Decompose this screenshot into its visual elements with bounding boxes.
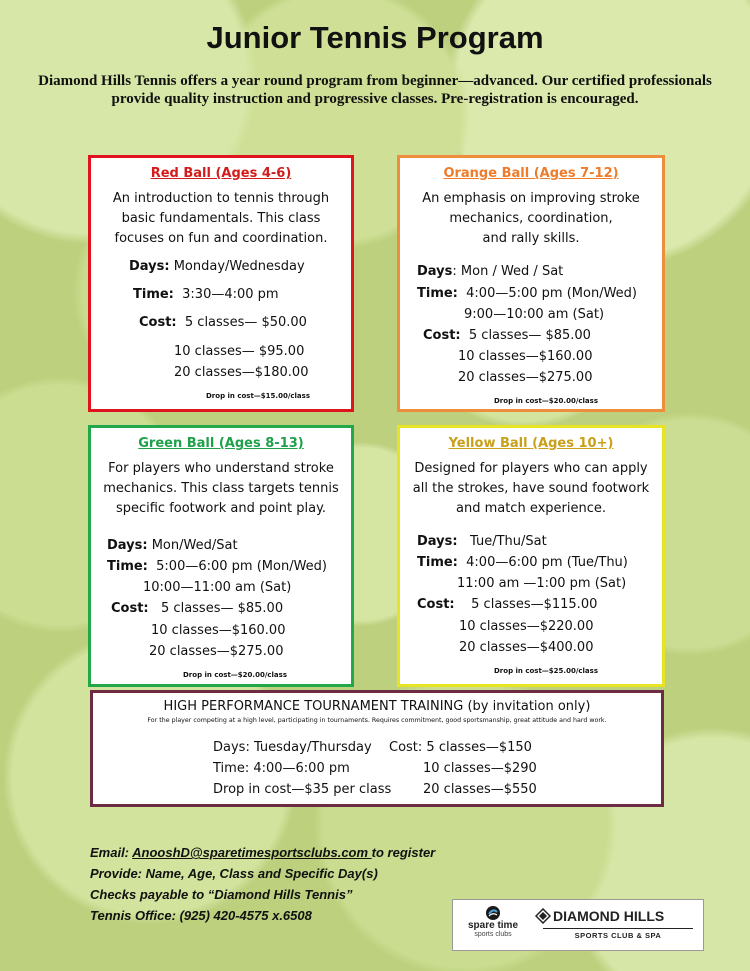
diamond-hills-sub: SPORTS CLUB & SPA bbox=[543, 928, 693, 940]
yellow-ball-description bbox=[400, 459, 662, 519]
yellow-drop-in: Drop in cost—$25.00/class bbox=[494, 667, 598, 675]
green-ball-description bbox=[91, 459, 351, 519]
cost-value: 5 classes— $85.00 bbox=[468, 328, 591, 343]
page-title: Junior Tennis Program bbox=[206, 20, 544, 55]
orange-cost-10: 10 classes—$160.00 bbox=[458, 349, 593, 364]
cost-label: Cost: bbox=[111, 601, 149, 616]
green-cost bbox=[111, 601, 283, 616]
cost-label: Cost: bbox=[423, 328, 461, 343]
days-value: Mon/Wed/Sat bbox=[151, 538, 238, 553]
green-drop-in: Drop in cost—$20.00/class bbox=[183, 671, 287, 679]
yellow-cost-10: 10 classes—$220.00 bbox=[459, 619, 594, 634]
desc-line: Designed for players who can apply bbox=[414, 461, 648, 476]
cost-value: 5 classes— $85.00 bbox=[161, 601, 284, 616]
cost-label: Cost: bbox=[139, 315, 177, 330]
yellow-ball-card bbox=[397, 425, 665, 687]
days-value: : Mon / Wed / Sat bbox=[452, 264, 564, 279]
hpt-cost-20: 20 classes—$550 bbox=[423, 782, 537, 797]
email-suffix: to register bbox=[371, 845, 436, 860]
high-performance-card bbox=[90, 690, 664, 807]
email-prefix: Email: bbox=[90, 845, 133, 860]
desc-line: all the strokes, have sound footwork bbox=[412, 481, 650, 496]
desc-line: focuses on fun and coordination. bbox=[114, 231, 328, 246]
red-ball-heading: Red Ball (Ages 4-6) bbox=[150, 166, 292, 181]
orange-time bbox=[417, 286, 637, 301]
green-time-2: 10:00—11:00 am (Sat) bbox=[143, 580, 292, 595]
green-time bbox=[107, 559, 327, 574]
orange-cost-20: 20 classes—$275.00 bbox=[458, 370, 593, 385]
desc-line: specific footwork and point play. bbox=[115, 501, 327, 516]
cost-label: Cost: bbox=[417, 597, 455, 612]
days-value: Tue/Thu/Sat bbox=[469, 534, 547, 549]
hpt-days: Days: Tuesday/Thursday bbox=[213, 740, 372, 755]
days-label: Days: bbox=[417, 534, 458, 549]
desc-line: mechanics, coordination, bbox=[449, 211, 613, 226]
green-cost-10: 10 classes—$160.00 bbox=[151, 623, 286, 638]
spare-time-name: spare time bbox=[467, 920, 519, 931]
cost-value: 5 classes—$115.00 bbox=[471, 597, 598, 612]
orange-time-2: 9:00—10:00 am (Sat) bbox=[464, 307, 605, 322]
footer-email-line bbox=[90, 845, 435, 860]
hpt-subtitle: For the player competing at a high level, participating in tournaments. Requires commitment, good sportsmanship, great attitude and hard work. bbox=[147, 717, 607, 724]
desc-line: An emphasis on improving stroke bbox=[422, 191, 640, 206]
time-value: 3:30—4:00 pm bbox=[182, 287, 279, 302]
red-cost bbox=[139, 315, 307, 330]
desc-line: and match experience. bbox=[455, 501, 607, 516]
hpt-cost-5: Cost: 5 classes—$150 bbox=[389, 740, 532, 755]
orange-drop-in: Drop in cost—$20.00/class bbox=[494, 397, 598, 405]
yellow-ball-heading: Yellow Ball (Ages 10+) bbox=[448, 436, 614, 451]
hpt-time: Time: 4:00—6:00 pm bbox=[213, 761, 350, 776]
days-label: Days bbox=[417, 264, 453, 279]
red-ball-description bbox=[91, 189, 351, 249]
red-cost-10: 10 classes— $95.00 bbox=[174, 344, 305, 359]
red-time bbox=[133, 287, 279, 302]
orange-cost bbox=[423, 328, 591, 343]
red-days bbox=[129, 259, 305, 274]
time-label: Time: bbox=[133, 287, 174, 302]
time-value: 4:00—6:00 pm (Tue/Thu) bbox=[466, 555, 628, 570]
diamond-hills-logo bbox=[533, 904, 699, 946]
footer-provide-line: Provide: Name, Age, Class and Specific Day(s) bbox=[90, 866, 378, 881]
spare-time-sub: sports clubs bbox=[474, 931, 512, 938]
desc-line: For players who understand stroke bbox=[108, 461, 334, 476]
desc-line: An introduction to tennis through bbox=[112, 191, 330, 206]
yellow-time bbox=[417, 555, 628, 570]
time-label: Time: bbox=[107, 559, 148, 574]
orange-ball-card bbox=[397, 155, 665, 412]
green-cost-20: 20 classes—$275.00 bbox=[149, 644, 284, 659]
spare-time-swirl-icon bbox=[485, 905, 501, 921]
green-days bbox=[107, 538, 238, 553]
diamond-icon bbox=[535, 908, 551, 924]
desc-line: and rally skills. bbox=[482, 231, 580, 246]
yellow-cost bbox=[417, 597, 597, 612]
time-label: Time: bbox=[417, 555, 458, 570]
time-value: 5:00—6:00 pm (Mon/Wed) bbox=[156, 559, 327, 574]
desc-line: mechanics. This class targets tennis bbox=[103, 481, 339, 496]
time-value: 4:00—5:00 pm (Mon/Wed) bbox=[466, 286, 637, 301]
spare-time-logo bbox=[459, 905, 527, 945]
cost-value: 5 classes— $50.00 bbox=[184, 315, 307, 330]
hpt-title: HIGH PERFORMANCE TOURNAMENT TRAINING (by invitation only) bbox=[163, 699, 591, 714]
red-cost-20: 20 classes—$180.00 bbox=[174, 365, 309, 380]
footer-office-line: Tennis Office: (925) 420-4575 x.6508 bbox=[90, 908, 312, 923]
days-label: Days: bbox=[107, 538, 148, 553]
yellow-cost-20: 20 classes—$400.00 bbox=[459, 640, 594, 655]
green-ball-heading: Green Ball (Ages 8-13) bbox=[138, 436, 304, 451]
sponsor-logos bbox=[452, 899, 704, 951]
desc-line: basic fundamentals. This class bbox=[121, 211, 321, 226]
hpt-cost-10: 10 classes—$290 bbox=[423, 761, 537, 776]
yellow-time-2: 11:00 am —1:00 pm (Sat) bbox=[457, 576, 627, 591]
time-label: Time: bbox=[417, 286, 458, 301]
days-value: Monday/Wednesday bbox=[173, 259, 305, 274]
red-drop-in: Drop in cost—$15.00/class bbox=[206, 392, 310, 400]
days-label: Days: bbox=[129, 259, 170, 274]
intro-text: Diamond Hills Tennis offers a year round program from beginner—advanced. Our certified professionals provide quality instruction and progressive classes. Pre-registration is encouraged. bbox=[38, 73, 712, 107]
footer-checks-line: Checks payable to “Diamond Hills Tennis” bbox=[90, 887, 353, 902]
orange-ball-heading: Orange Ball (Ages 7-12) bbox=[443, 166, 619, 181]
orange-ball-description bbox=[400, 189, 662, 249]
diamond-hills-name: DIAMOND HILLS bbox=[553, 908, 665, 924]
green-ball-card bbox=[88, 425, 354, 687]
hpt-drop-in: Drop in cost—$35 per class bbox=[213, 782, 392, 797]
yellow-days bbox=[417, 534, 547, 549]
email-link[interactable]: AnooshD@sparetimesportsclubs.com bbox=[132, 845, 372, 860]
red-ball-card bbox=[88, 155, 354, 412]
orange-days bbox=[417, 264, 563, 279]
